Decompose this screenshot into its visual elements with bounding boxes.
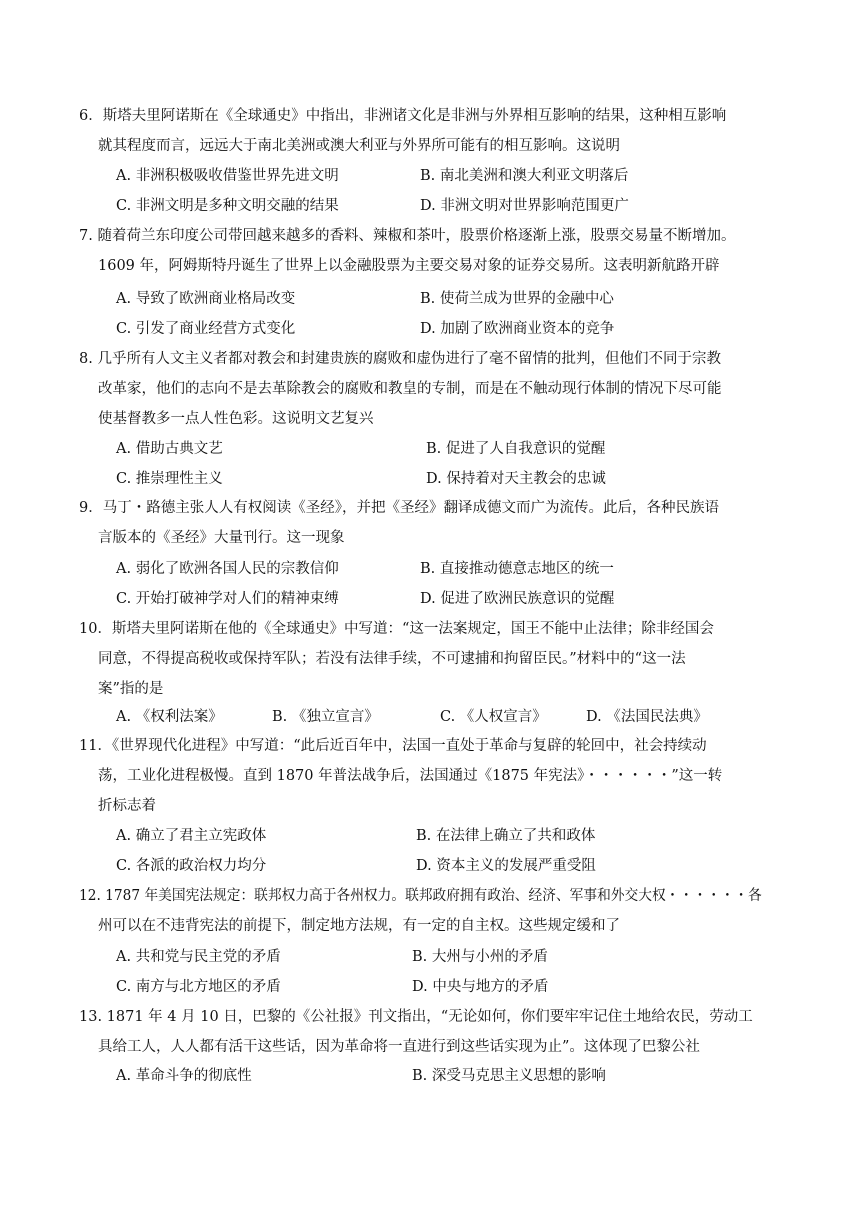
question-7-option-d: D. 加剧了欧洲商业资本的竞争 xyxy=(420,321,615,337)
question-8-stem-line-2: 改革家，他们的志向不是去革除教会的腐败和教皇的专制，而是在不触动现行体制的情况下尽可能 xyxy=(98,381,722,397)
question-12-stem-line-2: 州可以在不违背宪法的前提下，制定地方法规，有一定的自主权。这些规定缓和了 xyxy=(98,918,620,934)
question-7-stem-line-2: 1609 年，阿姆斯特丹诞生了世界上以金融股票为主要交易对象的证券交易所。这表明新航路开辟 xyxy=(98,258,720,274)
question-9-option-a: A. 弱化了欧洲各国人民的宗教信仰 xyxy=(116,561,339,577)
question-11-option-a: A. 确立了君主立宪政体 xyxy=(116,828,267,844)
question-6-option-c: C. 非洲文明是多种文明交融的结果 xyxy=(116,198,339,214)
question-12-option-c: C. 南方与北方地区的矛盾 xyxy=(116,979,281,995)
question-6-option-b: B. 南北美洲和澳大利亚文明落后 xyxy=(420,168,629,184)
question-10-stem-line-3: 案”指的是 xyxy=(98,681,164,697)
question-8-option-c: C. 推崇理性主义 xyxy=(116,471,223,487)
question-6-stem-line-2: 就其程度而言，远远大于南北美洲或澳大利亚与外界所可能有的相互影响。这说明 xyxy=(98,138,620,154)
question-10-option-a: A. 《权利法案》 xyxy=(116,709,223,725)
question-7-stem-line-1: 7. 随着荷兰东印度公司带回越来越多的香料、辣椒和茶叶，股票价格逐渐上涨，股票交易量不断增加。 xyxy=(79,228,736,244)
question-10-option-d: D. 《法国民法典》 xyxy=(586,709,708,725)
question-13-option-b: B. 深受马克思主义思想的影响 xyxy=(412,1068,606,1084)
question-9-stem-line-1: 9．马丁・路德主张人人有权阅读《圣经》，并把《圣经》翻译成德文而广为流传。此后，各种民族语 xyxy=(79,500,719,516)
question-7-option-b: B. 使荷兰成为世界的金融中心 xyxy=(420,291,614,307)
question-9-stem-line-2: 言版本的《圣经》大量刊行。这一现象 xyxy=(98,530,345,546)
question-6-option-a: A. 非洲积极吸收借鉴世界先进文明 xyxy=(116,168,339,184)
question-8-option-b: B. 促进了人自我意识的觉醒 xyxy=(426,441,606,457)
question-6-stem-line-1: 6．斯塔夫里阿诺斯在《全球通史》中指出，非洲诸文化是非洲与外界相互影响的结果，这种相互影响 xyxy=(79,108,727,124)
question-10-option-b: B. 《独立宣言》 xyxy=(272,709,379,725)
question-12-option-a: A. 共和党与民主党的矛盾 xyxy=(116,949,281,965)
question-13-stem-line-1: 13. 1871 年 4 月 10 日，巴黎的《公社报》刊文指出，“无论如何，你们要牢牢记住土地给农民，劳动工 xyxy=(79,1009,753,1025)
question-13-stem-line-2: 具给工人，人人都有活干这些话，因为革命将一直进行到这些话实现为止”。这体现了巴黎公社 xyxy=(98,1039,700,1055)
question-10-stem-line-2: 同意，不得提高税收或保持军队；若没有法律手续，不可逮捕和拘留臣民。”材料中的“这一法 xyxy=(98,651,686,667)
question-11-stem-line-3: 折标志着 xyxy=(98,798,156,814)
question-9-option-d: D. 促进了欧洲民族意识的觉醒 xyxy=(420,591,615,607)
question-12-stem-line-1: 12. 1787 年美国宪法规定：联邦权力高于各州权力。联邦政府拥有政治、经济、军事和外交大权・・・・・・各 xyxy=(79,888,762,904)
question-8-stem-line-3: 使基督教多一点人性色彩。这说明文艺复兴 xyxy=(98,411,374,427)
question-9-option-b: B. 直接推动德意志地区的统一 xyxy=(420,561,614,577)
question-7-option-c: C. 引发了商业经营方式变化 xyxy=(116,321,296,337)
question-7-option-a: A. 导致了欧洲商业格局改变 xyxy=(116,291,296,307)
question-6-option-d: D. 非洲文明对世界影响范围更广 xyxy=(420,198,629,214)
question-11-option-b: B. 在法律上确立了共和政体 xyxy=(416,828,596,844)
question-12-option-d: D. 中央与地方的矛盾 xyxy=(412,979,549,995)
question-10-stem-line-1: 10．斯塔夫里阿诺斯在他的《全球通史》中写道：“这一法案规定，国王不能中止法律；除非经国会 xyxy=(79,621,714,637)
question-11-option-d: D. 资本主义的发展严重受阻 xyxy=(416,858,596,874)
question-8-stem-line-1: 8. 几乎所有人文主义者都对教会和封建贵族的腐败和虚伪进行了毫不留情的批判，但他们不同于宗教 xyxy=(79,351,721,367)
question-12-option-b: B. 大州与小州的矛盾 xyxy=(412,949,548,965)
question-8-option-a: A. 借助古典文艺 xyxy=(116,441,223,457)
question-8-option-d: D. 保持着对天主教会的忠诚 xyxy=(426,471,606,487)
question-13-option-a: A. 革命斗争的彻底性 xyxy=(116,1068,252,1084)
question-11-option-c: C. 各派的政治权力均分 xyxy=(116,858,267,874)
question-11-stem-line-1: 11．《世界现代化进程》中写道：“此后近百年中，法国一直处于革命与复辟的轮回中，社会持续动 xyxy=(79,738,707,754)
question-11-stem-line-2: 荡，工业化进程极慢。直到 1870 年普法战争后，法国通过《1875 年宪法》・・・・・・”这一转 xyxy=(98,768,723,784)
question-10-option-c: C. 《人权宣言》 xyxy=(440,709,547,725)
question-9-option-c: C. 开始打破神学对人们的精神束缚 xyxy=(116,591,339,607)
